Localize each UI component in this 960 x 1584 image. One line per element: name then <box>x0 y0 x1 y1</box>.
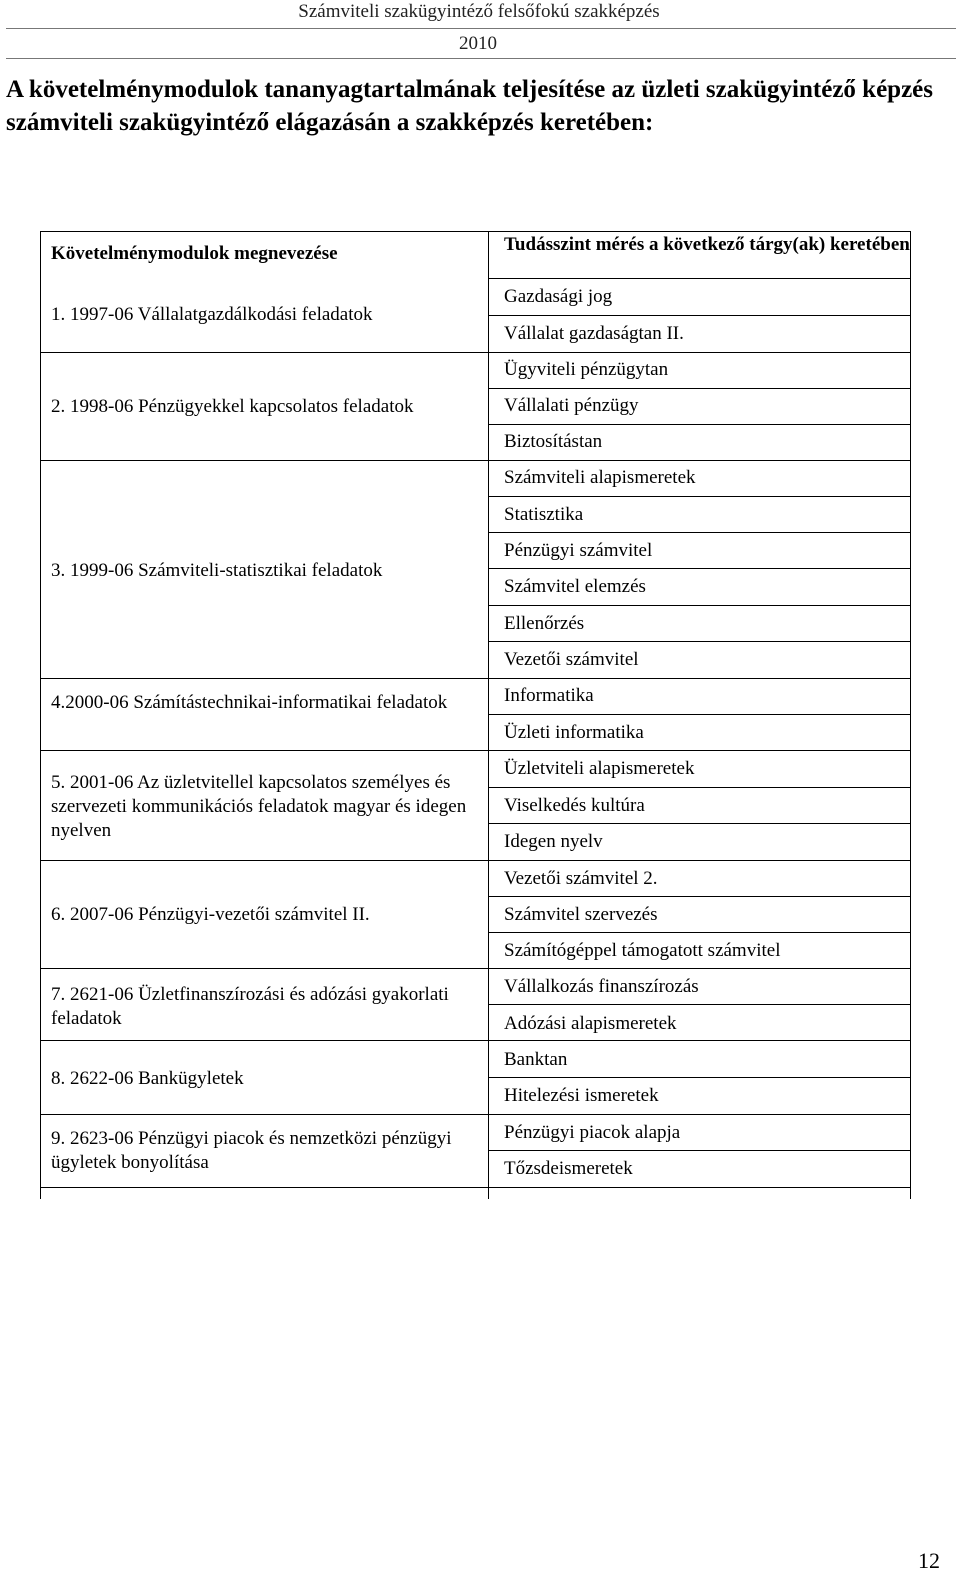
subject-cell: Banktan <box>504 1049 568 1070</box>
subject-cell: Számítógéppel támogatott számvitel <box>504 940 781 961</box>
row-divider <box>488 496 911 497</box>
subject-cell: Ellenőrzés <box>504 613 585 634</box>
subject-cell: Üzleti informatika <box>504 722 644 743</box>
subject-cell: Ügyviteli pénzügytan <box>504 359 669 380</box>
row-divider <box>40 860 488 861</box>
subject-cell: Informatika <box>504 685 594 706</box>
row-divider <box>40 678 488 679</box>
module-subject-table <box>40 231 920 1199</box>
row-divider <box>488 750 911 751</box>
subject-cell: Tőzsdeismeretek <box>504 1158 633 1179</box>
page-number: 12 <box>918 1548 940 1573</box>
subject-cell: Vállalati pénzügy <box>504 395 639 416</box>
row-divider <box>488 424 911 425</box>
table-border <box>40 231 41 1199</box>
row-divider <box>488 278 911 279</box>
column-header-subjects: Tudásszint mérés a következő tárgy(ak) keretében <box>504 234 910 255</box>
subject-cell: Idegen nyelv <box>504 831 603 852</box>
subject-cell: Vezetői számvitel <box>504 649 639 670</box>
column-divider <box>488 231 489 1199</box>
row-divider <box>488 605 911 606</box>
subject-cell: Számviteli alapismeretek <box>504 467 696 488</box>
subject-cell: Viselkedés kultúra <box>504 795 645 816</box>
module-cell: 5. 2001-06 Az üzletvitellel kapcsolatos személyes és szervezeti kommunikációs feladatok magyar és idegen nyelven <box>51 772 467 841</box>
row-divider <box>488 787 911 788</box>
row-divider <box>488 1150 911 1151</box>
row-divider <box>488 714 911 715</box>
row-divider <box>488 460 911 461</box>
row-divider <box>488 932 911 933</box>
subject-cell: Gazdasági jog <box>504 286 613 307</box>
row-divider <box>488 1040 911 1041</box>
row-divider <box>40 1114 488 1115</box>
row-divider <box>40 1040 488 1041</box>
row-divider <box>40 968 488 969</box>
row-divider <box>488 860 911 861</box>
module-cell: 8. 2622-06 Bankügyletek <box>51 1068 244 1089</box>
subject-cell: Üzletviteli alapismeretek <box>504 758 695 779</box>
module-cell: 9. 2623-06 Pénzügyi piacok és nemzetközi pénzügyi ügyletek bonyolítása <box>51 1128 452 1173</box>
row-divider <box>488 968 911 969</box>
module-cell: 4.2000-06 Számítástechnikai-informatikai feladatok <box>51 692 448 713</box>
row-divider <box>488 641 911 642</box>
running-header-title: Számviteli szakügyintéző felsőfokú szakképzés <box>298 1 660 22</box>
subject-cell: Vállalkozás finanszírozás <box>504 976 699 997</box>
subject-cell: Hitelezési ismeretek <box>504 1085 659 1106</box>
row-divider <box>488 678 911 679</box>
subject-cell: Biztosítástan <box>504 431 603 452</box>
subject-cell: Vezetői számvitel 2. <box>504 868 658 889</box>
module-cell: 3. 1999-06 Számviteli-statisztikai feladatok <box>51 560 383 581</box>
table-border <box>40 231 911 232</box>
module-cell: 7. 2621-06 Üzletfinanszírozási és adózási gyakorlati feladatok <box>51 984 449 1029</box>
header-rule <box>6 28 956 29</box>
subject-cell: Pénzügyi piacok alapja <box>504 1122 681 1143</box>
row-divider <box>40 750 488 751</box>
row-divider <box>488 315 911 316</box>
subject-cell: Vállalat gazdaságtan II. <box>504 323 684 344</box>
subject-cell: Számvitel elemzés <box>504 576 646 597</box>
header-rule <box>6 58 956 59</box>
row-divider <box>488 1004 911 1005</box>
row-divider <box>488 568 911 569</box>
running-header-year: 2010 <box>459 33 497 54</box>
row-divider <box>488 1114 911 1115</box>
row-divider <box>488 532 911 533</box>
module-cell: 2. 1998-06 Pénzügyekkel kapcsolatos feladatok <box>51 396 414 417</box>
row-divider <box>488 823 911 824</box>
row-divider <box>40 352 488 353</box>
column-header-modules: Követelménymodulok megnevezése <box>51 243 338 264</box>
page-heading: A követelménymodulok tananyagtartalmának teljesítése az üzleti szakügyintéző képzés számviteli szakügyintéző elágazásán a szakképzés keretében: <box>6 76 934 136</box>
row-divider <box>40 460 488 461</box>
row-divider <box>488 352 911 353</box>
subject-cell: Pénzügyi számvitel <box>504 540 653 561</box>
subject-cell: Adózási alapismeretek <box>504 1013 677 1034</box>
row-divider <box>488 1077 911 1078</box>
module-cell: 1. 1997-06 Vállalatgazdálkodási feladatok <box>51 304 373 325</box>
row-divider <box>488 388 911 389</box>
row-divider <box>488 896 911 897</box>
module-cell: 6. 2007-06 Pénzügyi-vezetői számvitel II. <box>51 904 370 925</box>
table-border <box>40 1187 911 1188</box>
subject-cell: Statisztika <box>504 504 584 525</box>
subject-cell: Számvitel szervezés <box>504 904 658 925</box>
